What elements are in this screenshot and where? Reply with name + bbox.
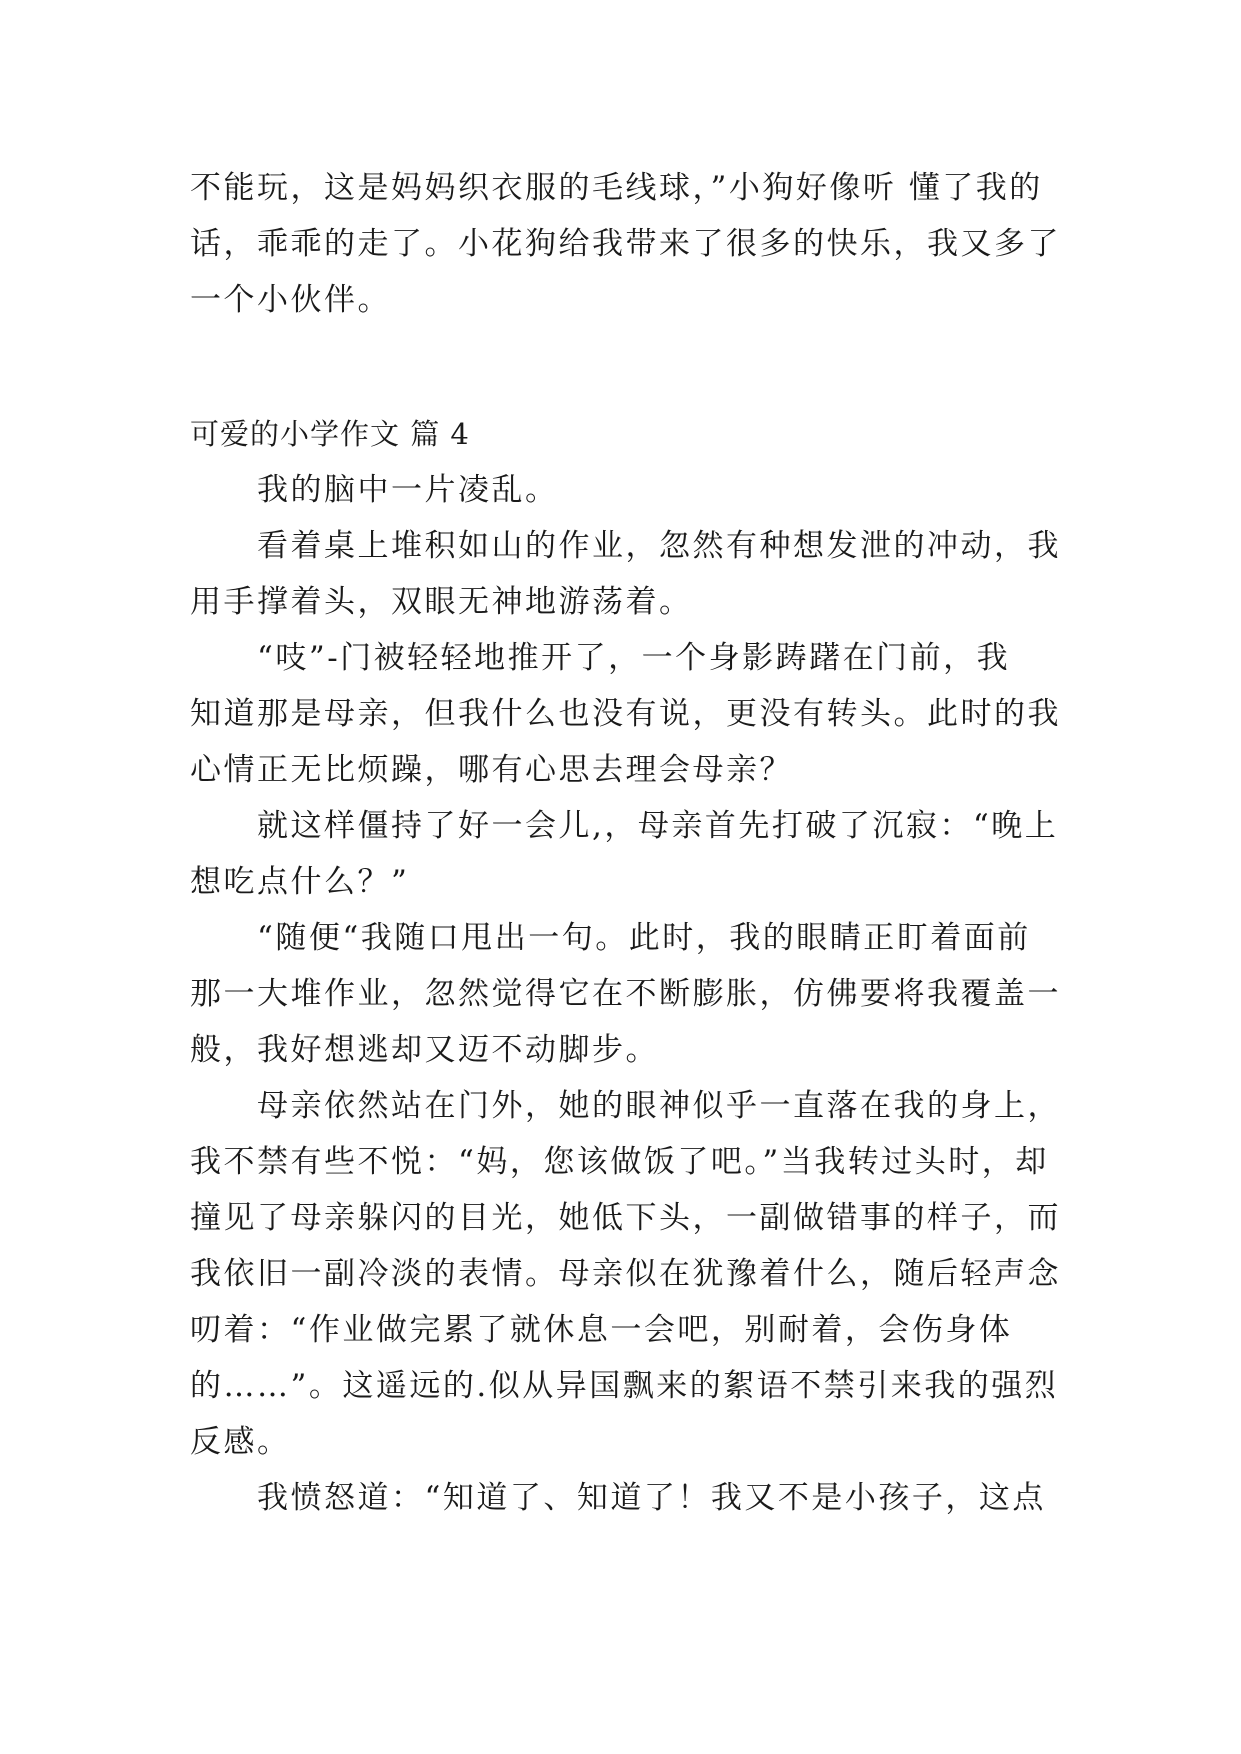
paragraph-line: 我依旧一副冷淡的表情。母亲似在犹豫着什么，随后轻声念 (190, 1256, 1061, 1292)
paragraph-line: 反感。 (190, 1424, 291, 1460)
paragraph-line: 用手撑着头，双眼无神地游荡着。 (190, 584, 693, 620)
section-title: 可爱的小学作文 篇 4 (190, 417, 470, 451)
paragraph-line: 知道那是母亲，但我什么也没有说，更没有转头。此时的我 (190, 696, 1061, 732)
paragraph-line: 看着桌上堆积如山的作业，忽然有种想发泄的冲动，我 (257, 528, 1061, 564)
paragraph-line: 我愤怒道：“知道了、知道了！我又不是小孩子，这点 (257, 1480, 1046, 1516)
paragraph-line: 叨着：“作业做完累了就休息一会吧，别耐着，会伤身体 (190, 1312, 1013, 1348)
section-gap (190, 328, 1060, 406)
paragraph-line: 我不禁有些不悦：“妈，您该做饭了吧。”当我转过头时，却 (190, 1144, 1049, 1180)
text-line: 不能玩，这是妈妈织衣服的毛线球，”小狗好像听 懂了我的 (190, 170, 1043, 206)
text-line: 话，乖乖的走了。小花狗给我带来了很多的快乐，我又多了 (190, 226, 1061, 262)
paragraph-line: 撞见了母亲躲闪的目光，她低下头，一副做错事的样子，而 (190, 1200, 1061, 1236)
text-line: 一个小伙伴。 (190, 282, 391, 318)
paragraph-line: 那一大堆作业，忽然觉得它在不断膨胀，仿佛要将我覆盖一 (190, 976, 1061, 1012)
paragraph-line: 母亲依然站在门外，她的眼神似乎一直落在我的身上， (257, 1088, 1061, 1124)
paragraph-line: 般，我好想逃却又迈不动脚步。 (190, 1032, 659, 1068)
paragraph-line: 想吃点什么？” (190, 864, 410, 900)
paragraph-line: 我的脑中一片凌乱。 (257, 472, 559, 508)
paragraph-line: 的……”。这遥远的.似从异国飘来的絮语不禁引来我的强烈 (190, 1368, 1059, 1404)
paragraph-line: “吱”-门被轻轻地推开了，一个身影踌躇在门前，我 (257, 640, 1011, 676)
paragraph-line: “随便“我随口甩出一句。此时，我的眼睛正盯着面前 (257, 920, 1031, 956)
paragraph-line: 心情正无比烦躁，哪有心思去理会母亲？ (190, 752, 793, 788)
paragraph-line: 就这样僵持了好一会儿,，母亲首先打破了沉寂：“晚上 (257, 808, 1059, 844)
document-body (190, 160, 1060, 1526)
